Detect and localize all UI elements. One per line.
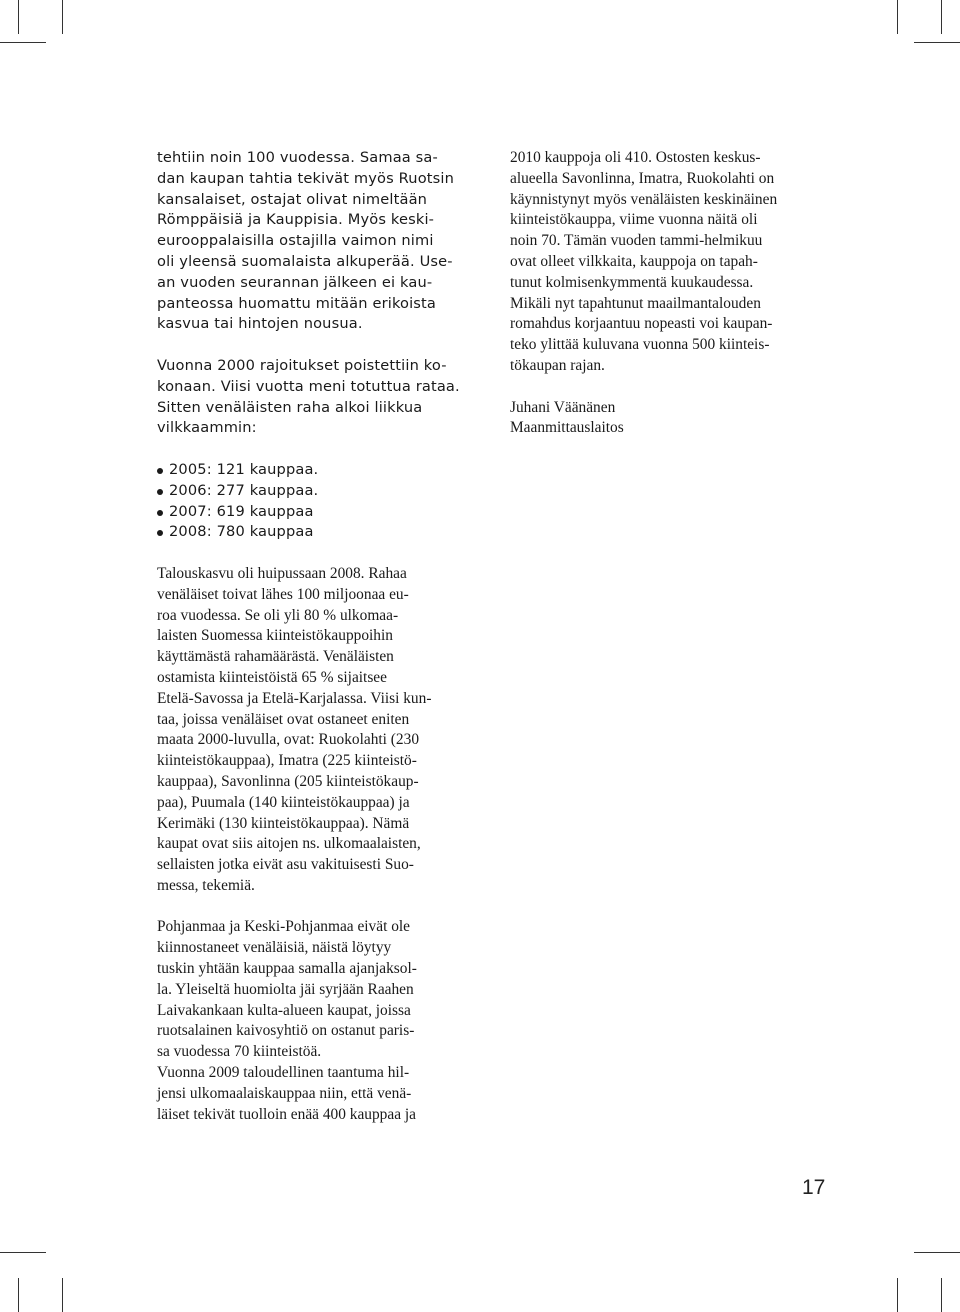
crop-mark bbox=[0, 1252, 46, 1253]
paragraph: Talouskasvu oli huipussaan 2008. Rahaa venäläiset toivat lähes 100 miljoonaa eu- roa vuodessa. Se oli yli 80 % ulkomaa- laisten Suomessa kiinteistökauppoihin käyttämästä rahamäärästä. Venäläisten ostamista kiinteistöistä 65 % sijaitsee Etelä-Savossa ja Etelä-Karjalassa. Viisi kun- taa, joissa venäläiset ovat ostaneet eniten maata 2000-luvulla, ovat: Ruokolahti (230 kiinteistökauppaa), Imatra (225 kiinteistö- kauppaa), Savonlinna (205 kiinteistökaup- paa), Puumala (140 kiinteistökauppaa) ja Kerimäki (130 kiinteistökauppaa). Nämä kaupat ovat siis aitojen ns. ulkomaalaisten, sellaisten jotka eivät asu vakituisesti Suo- messa, tekemiä. bbox=[157, 564, 432, 894]
crop-mark bbox=[18, 0, 19, 34]
page-number: 17 bbox=[802, 1176, 826, 1199]
list-item: 2005: 121 kauppaa. bbox=[157, 460, 476, 481]
paragraph: Vuonna 2009 taloudellinen taantuma hil- jensi ulkomaalaiskauppaa niin, että venä- läiset tekivät tuolloin enää 400 kauppaa ja bbox=[157, 1064, 416, 1123]
paragraph: Vuonna 2000 rajoitukset poistettiin ko- konaan. Viisi vuotta meni totuttua rataa. Sitten venäläisten raha alkoi liikkua vilkkaammin: bbox=[157, 356, 460, 437]
sales-list bbox=[157, 460, 476, 543]
crop-mark bbox=[941, 0, 942, 34]
paragraph: 2010 kauppoja oli 410. Ostosten keskus- alueella Savonlinna, Imatra, Ruokolahti on käynnistynyt myös venäläisten keskinäinen kiinteistökauppa, viime vuonna näitä oli noin 70. Tämän vuoden tammi-helmikuu ovat olleet vilkkaita, kauppoja on tapah- tunut kolmisenkymmentä kuukaudessa. Mikäli nyt tapahtunut maailmantalouden romahdus korjaantuu nopeasti voi kaupan- teko ylittää kuluvana vuonna 500 kiinteis- tökaupan rajan. bbox=[510, 149, 778, 374]
crop-mark bbox=[914, 1252, 960, 1253]
list-item: 2007: 619 kauppaa bbox=[157, 502, 476, 523]
crop-mark bbox=[941, 1278, 942, 1312]
crop-mark bbox=[62, 1278, 63, 1312]
author-organization: Maanmittauslaitos bbox=[510, 419, 624, 437]
left-column bbox=[157, 148, 476, 1125]
crop-mark bbox=[62, 0, 63, 34]
right-column bbox=[510, 148, 828, 439]
list-item: 2008: 780 kauppaa bbox=[157, 522, 476, 543]
crop-mark bbox=[914, 42, 960, 43]
crop-mark bbox=[18, 1278, 19, 1312]
paragraph: tehtiin noin 100 vuodessa. Samaa sa- dan kaupan tahtia tekivät myös Ruotsin kansalaiset, ostajat olivat nimeltään Römppäisiä ja Kauppisia. Myös keski- eurooppalaisilla ostajilla vaimon nimi oli yleensä suomalaista alkuperää. Use- an vuoden seurannan jälkeen ei kau- panteossa huomattu mitään erikoista kasvua tai hintojen nousua. bbox=[157, 149, 455, 333]
list-item: 2006: 277 kauppaa. bbox=[157, 481, 476, 502]
paragraph: Pohjanmaa ja Keski-Pohjanmaa eivät ole kiinnostaneet venäläisiä, näistä löytyy tuskin yhtään kauppaa samalla ajanjaksol- la. Yleiseltä huomiolta jäi syrjään Raahen Laivakankaan kulta-alueen kaupat, joissa ruotsalainen kaivosyhtiö on ostanut paris- sa vuodessa 70 kiinteistöä. bbox=[157, 918, 417, 1061]
crop-mark bbox=[897, 0, 898, 34]
crop-mark bbox=[897, 1278, 898, 1312]
author-name: Juhani Väänänen bbox=[510, 398, 616, 416]
crop-mark bbox=[0, 42, 46, 43]
